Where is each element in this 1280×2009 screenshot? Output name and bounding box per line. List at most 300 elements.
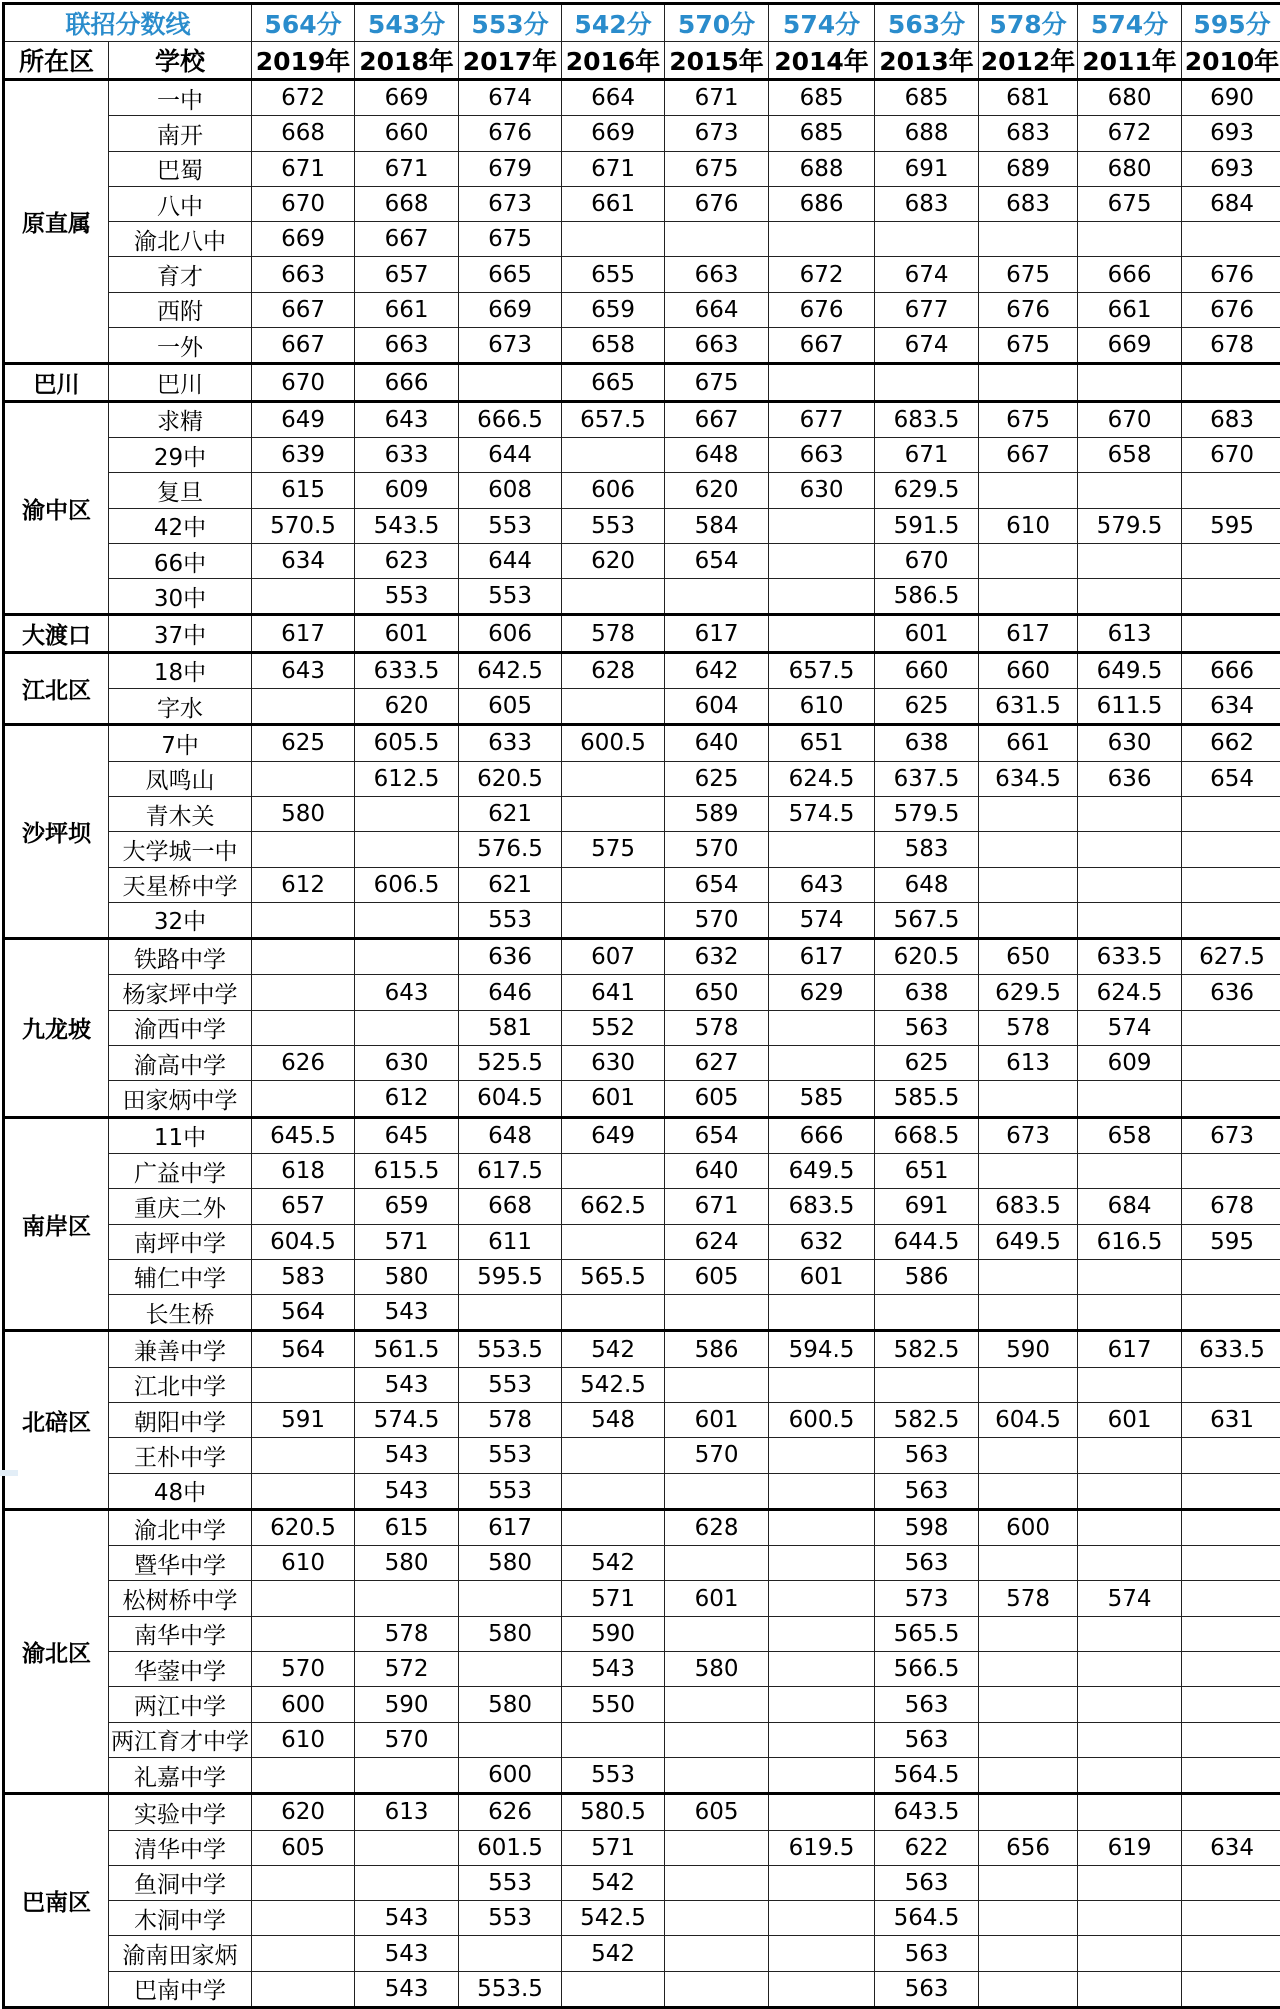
score-cell: 621 <box>459 867 562 902</box>
score-cell <box>769 1046 875 1081</box>
score-cell <box>1182 1010 1280 1045</box>
score-cell: 631.5 <box>979 689 1078 725</box>
cutoff-value: 574分 <box>1078 4 1182 42</box>
score-cell: 617 <box>1078 1331 1182 1367</box>
score-cell <box>665 1865 769 1900</box>
score-cell: 671 <box>562 151 665 186</box>
score-cell: 567.5 <box>875 902 979 938</box>
score-cell <box>979 1295 1078 1331</box>
school-cell: 巴川 <box>109 364 252 401</box>
score-cell <box>1182 1295 1280 1331</box>
score-cell: 664 <box>665 292 769 327</box>
score-cell: 668 <box>355 186 459 221</box>
score-cell: 612 <box>355 1081 459 1117</box>
score-cell: 651 <box>875 1153 979 1188</box>
score-cell <box>1182 222 1280 257</box>
score-cell: 667 <box>252 292 355 327</box>
score-cell: 553 <box>562 508 665 543</box>
score-cell: 673 <box>459 328 562 364</box>
score-cell: 595 <box>1182 1224 1280 1259</box>
score-cell: 644 <box>459 543 562 578</box>
score-cell: 671 <box>875 437 979 472</box>
score-cell: 654 <box>665 867 769 902</box>
score-cell: 548 <box>562 1402 665 1437</box>
school-cell: 7中 <box>109 725 252 761</box>
score-cell: 676 <box>459 116 562 151</box>
score-cell: 629.5 <box>979 975 1078 1010</box>
score-cell: 570.5 <box>252 508 355 543</box>
score-cell: 632 <box>769 1224 875 1259</box>
table-row <box>4 1010 1280 1045</box>
score-cell: 606 <box>562 473 665 508</box>
school-cell: 42中 <box>109 508 252 543</box>
score-cell: 605 <box>459 689 562 725</box>
score-cell: 625 <box>875 1046 979 1081</box>
school-cell: 杨家坪中学 <box>109 975 252 1010</box>
score-cell <box>1078 1367 1182 1402</box>
score-cell: 633.5 <box>1182 1331 1280 1367</box>
score-table <box>2 2 1280 2009</box>
score-cell: 580 <box>459 1616 562 1651</box>
score-cell: 630 <box>355 1046 459 1081</box>
score-cell: 674 <box>875 328 979 364</box>
score-cell: 584 <box>665 508 769 543</box>
score-cell: 612 <box>252 867 355 902</box>
score-cell: 631 <box>1182 1402 1280 1437</box>
score-cell: 620 <box>355 689 459 725</box>
score-cell: 580.5 <box>562 1794 665 1830</box>
district-cell: 九龙坡 <box>4 939 109 1117</box>
score-cell: 661 <box>979 725 1078 761</box>
score-cell <box>665 1616 769 1651</box>
score-cell: 680 <box>1078 151 1182 186</box>
school-cell: 清华中学 <box>109 1830 252 1865</box>
score-cell: 601 <box>1078 1402 1182 1437</box>
score-cell <box>1078 1865 1182 1900</box>
score-cell <box>562 689 665 725</box>
score-cell: 688 <box>875 116 979 151</box>
score-cell <box>1078 1652 1182 1687</box>
score-cell <box>355 1757 459 1793</box>
score-cell: 624.5 <box>1078 975 1182 1010</box>
score-cell <box>355 1865 459 1900</box>
score-cell: 563 <box>875 1936 979 1971</box>
score-cell <box>769 1438 875 1473</box>
score-cell <box>1182 1865 1280 1900</box>
score-cell <box>562 761 665 796</box>
score-cell: 661 <box>355 292 459 327</box>
score-cell: 553 <box>562 1757 665 1793</box>
score-cell: 574 <box>1078 1010 1182 1045</box>
table-row <box>4 1046 1280 1081</box>
score-cell: 553.5 <box>459 1331 562 1367</box>
score-cell: 600.5 <box>562 725 665 761</box>
score-cell: 580 <box>355 1259 459 1294</box>
score-cell <box>1078 1153 1182 1188</box>
score-cell: 693 <box>1182 151 1280 186</box>
score-cell: 667 <box>769 328 875 364</box>
score-cell <box>665 1367 769 1402</box>
score-cell: 633 <box>355 437 459 472</box>
score-cell <box>979 1865 1078 1900</box>
school-cell: 田家炳中学 <box>109 1081 252 1117</box>
school-cell: 礼嘉中学 <box>109 1757 252 1793</box>
score-cell: 620 <box>252 1794 355 1830</box>
score-cell <box>1182 796 1280 831</box>
score-cell: 617 <box>252 615 355 652</box>
score-cell <box>562 1971 665 2007</box>
table-row <box>4 1153 1280 1188</box>
score-cell: 620.5 <box>459 761 562 796</box>
score-cell <box>562 867 665 902</box>
score-cell: 617.5 <box>459 1153 562 1188</box>
score-cell: 676 <box>1182 292 1280 327</box>
cutoff-value: 543分 <box>355 4 459 42</box>
score-cell: 674 <box>459 80 562 116</box>
score-cell: 675 <box>665 364 769 401</box>
table-row <box>4 543 1280 578</box>
score-cell: 640 <box>665 1153 769 1188</box>
score-cell: 640 <box>665 725 769 761</box>
table-row <box>4 1581 1280 1616</box>
score-cell: 649 <box>562 1117 665 1153</box>
score-cell: 649 <box>252 401 355 437</box>
score-cell: 620.5 <box>875 939 979 975</box>
score-cell: 688 <box>769 151 875 186</box>
score-cell: 636 <box>459 939 562 975</box>
score-cell: 553 <box>459 902 562 938</box>
table-row <box>4 725 1280 761</box>
score-cell <box>1182 1046 1280 1081</box>
table-row <box>4 1901 1280 1936</box>
score-cell: 693 <box>1182 116 1280 151</box>
score-cell <box>769 1757 875 1793</box>
score-cell <box>665 579 769 615</box>
score-cell: 590 <box>355 1687 459 1722</box>
score-cell <box>562 579 665 615</box>
table-row <box>4 1224 1280 1259</box>
score-cell <box>875 1295 979 1331</box>
score-cell: 606 <box>459 615 562 652</box>
school-cell: 南开 <box>109 116 252 151</box>
table-row <box>4 1259 1280 1294</box>
score-cell: 590 <box>979 1331 1078 1367</box>
score-cell: 615 <box>355 1509 459 1545</box>
score-cell: 570 <box>252 1652 355 1687</box>
score-cell <box>562 1438 665 1473</box>
score-cell <box>1182 615 1280 652</box>
score-cell <box>1078 1936 1182 1971</box>
score-cell <box>252 579 355 615</box>
score-cell: 648 <box>459 1117 562 1153</box>
score-cell: 610 <box>252 1722 355 1757</box>
school-cell: 鱼洞中学 <box>109 1865 252 1900</box>
school-cell: 松树桥中学 <box>109 1581 252 1616</box>
score-cell <box>252 1010 355 1045</box>
score-cell: 685 <box>875 80 979 116</box>
score-cell <box>1078 902 1182 938</box>
score-cell: 667 <box>355 222 459 257</box>
score-cell: 634.5 <box>979 761 1078 796</box>
score-cell: 634 <box>252 543 355 578</box>
score-cell: 671 <box>665 80 769 116</box>
cutoff-row <box>4 4 1280 42</box>
watermark-fragment <box>0 1470 18 1476</box>
score-cell: 636 <box>1182 975 1280 1010</box>
score-cell: 628 <box>562 652 665 688</box>
table-row <box>4 186 1280 221</box>
score-cell: 543 <box>355 1295 459 1331</box>
score-cell: 564.5 <box>875 1901 979 1936</box>
score-cell: 580 <box>459 1546 562 1581</box>
cutoff-value: 563分 <box>875 4 979 42</box>
score-cell <box>979 1259 1078 1294</box>
score-cell <box>769 1616 875 1651</box>
score-cell: 683.5 <box>979 1189 1078 1224</box>
score-cell: 578 <box>562 615 665 652</box>
score-cell: 629 <box>769 975 875 1010</box>
score-cell: 641 <box>562 975 665 1010</box>
table-row <box>4 80 1280 116</box>
score-cell <box>252 1081 355 1117</box>
score-cell <box>252 1581 355 1616</box>
score-cell: 542 <box>562 1331 665 1367</box>
score-cell: 654 <box>665 543 769 578</box>
school-cell: 朝阳中学 <box>109 1402 252 1437</box>
district-cell: 渝北区 <box>4 1509 109 1793</box>
score-cell: 563 <box>875 1438 979 1473</box>
score-cell: 627 <box>665 1046 769 1081</box>
score-cell: 576.5 <box>459 832 562 867</box>
score-cell: 589 <box>665 796 769 831</box>
score-cell: 612.5 <box>355 761 459 796</box>
score-cell: 617 <box>665 615 769 652</box>
score-cell: 609 <box>1078 1046 1182 1081</box>
score-cell: 605 <box>252 1830 355 1865</box>
score-cell: 580 <box>252 796 355 831</box>
score-cell: 578 <box>459 1402 562 1437</box>
score-cell <box>979 1081 1078 1117</box>
score-cell <box>459 1295 562 1331</box>
score-cell <box>252 761 355 796</box>
score-cell: 625 <box>665 761 769 796</box>
score-cell: 661 <box>562 186 665 221</box>
score-cell <box>1182 1438 1280 1473</box>
score-cell <box>769 1581 875 1616</box>
score-cell <box>252 1936 355 1971</box>
score-cell: 571 <box>562 1830 665 1865</box>
score-cell <box>1078 1687 1182 1722</box>
district-cell: 原直属 <box>4 80 109 364</box>
score-cell <box>979 1687 1078 1722</box>
score-cell: 660 <box>979 652 1078 688</box>
score-cell: 662.5 <box>562 1189 665 1224</box>
score-cell: 676 <box>1182 257 1280 292</box>
score-cell <box>355 902 459 938</box>
score-cell: 644 <box>459 437 562 472</box>
score-cell: 648 <box>875 867 979 902</box>
score-cell <box>252 902 355 938</box>
table-row <box>4 401 1280 437</box>
score-cell: 561.5 <box>355 1331 459 1367</box>
score-cell: 624.5 <box>769 761 875 796</box>
school-cell: 求精 <box>109 401 252 437</box>
score-cell <box>665 1473 769 1509</box>
score-cell <box>665 222 769 257</box>
school-cell: 一中 <box>109 80 252 116</box>
score-cell: 542 <box>562 1865 665 1900</box>
score-cell: 657 <box>355 257 459 292</box>
score-cell: 586 <box>665 1331 769 1367</box>
score-cell: 676 <box>979 292 1078 327</box>
school-cell: 凤鸣山 <box>109 761 252 796</box>
score-cell: 553 <box>459 1367 562 1402</box>
school-cell: 木洞中学 <box>109 1901 252 1936</box>
table-row <box>4 615 1280 652</box>
school-cell: 广益中学 <box>109 1153 252 1188</box>
cutoff-value: 570分 <box>665 4 769 42</box>
school-cell: 48中 <box>109 1473 252 1509</box>
table-row <box>4 1652 1280 1687</box>
table-row <box>4 1722 1280 1757</box>
score-cell: 604.5 <box>979 1402 1078 1437</box>
cutoff-value: 578分 <box>979 4 1078 42</box>
score-cell <box>769 1794 875 1830</box>
score-cell: 625 <box>252 725 355 761</box>
score-cell: 574.5 <box>355 1402 459 1437</box>
score-cell <box>979 1722 1078 1757</box>
score-cell: 601 <box>665 1581 769 1616</box>
score-cell: 660 <box>875 652 979 688</box>
score-cell: 615 <box>252 473 355 508</box>
score-cell: 663 <box>252 257 355 292</box>
score-cell: 624 <box>665 1224 769 1259</box>
score-cell: 683.5 <box>769 1189 875 1224</box>
score-cell: 691 <box>875 1189 979 1224</box>
school-cell: 渝南田家炳 <box>109 1936 252 1971</box>
score-cell: 675 <box>459 222 562 257</box>
score-cell: 575 <box>562 832 665 867</box>
school-cell: 一外 <box>109 328 252 364</box>
score-cell <box>1078 579 1182 615</box>
score-cell: 578 <box>665 1010 769 1045</box>
score-cell <box>1182 1546 1280 1581</box>
score-cell: 683.5 <box>875 401 979 437</box>
score-cell <box>769 1652 875 1687</box>
score-cell: 683 <box>979 186 1078 221</box>
score-cell <box>769 1295 875 1331</box>
score-cell: 643 <box>252 652 355 688</box>
school-cell: 巴南中学 <box>109 1971 252 2007</box>
score-cell: 629.5 <box>875 473 979 508</box>
school-cell: 两江育才中学 <box>109 1722 252 1757</box>
score-cell: 684 <box>1182 186 1280 221</box>
score-cell: 585 <box>769 1081 875 1117</box>
table-row <box>4 473 1280 508</box>
score-cell: 580 <box>355 1546 459 1581</box>
score-cell: 586.5 <box>875 579 979 615</box>
score-cell <box>769 508 875 543</box>
score-cell: 572 <box>355 1652 459 1687</box>
score-cell: 690 <box>1182 80 1280 116</box>
score-cell: 678 <box>1182 328 1280 364</box>
score-cell: 600 <box>459 1757 562 1793</box>
score-cell <box>769 543 875 578</box>
score-cell: 666 <box>769 1117 875 1153</box>
score-cell <box>769 615 875 652</box>
score-cell <box>979 1901 1078 1936</box>
score-cell: 675 <box>979 401 1078 437</box>
score-cell: 566.5 <box>875 1652 979 1687</box>
school-cell: 字水 <box>109 689 252 725</box>
score-cell: 564 <box>252 1295 355 1331</box>
score-cell: 605 <box>665 1794 769 1830</box>
score-cell: 553 <box>459 1473 562 1509</box>
table-row <box>4 796 1280 831</box>
score-cell: 553 <box>459 1901 562 1936</box>
school-cell: 青木关 <box>109 796 252 831</box>
score-cell: 677 <box>769 401 875 437</box>
score-cell: 552 <box>562 1010 665 1045</box>
table-row <box>4 1757 1280 1793</box>
score-cell <box>1078 1757 1182 1793</box>
school-cell: 辅仁中学 <box>109 1259 252 1294</box>
table-row <box>4 508 1280 543</box>
score-cell <box>1078 1438 1182 1473</box>
score-cell: 579.5 <box>875 796 979 831</box>
score-cell <box>769 1509 875 1545</box>
score-cell: 542 <box>562 1936 665 1971</box>
score-cell: 633 <box>459 725 562 761</box>
score-cell: 553 <box>459 579 562 615</box>
table-row <box>4 1189 1280 1224</box>
score-cell: 543 <box>562 1652 665 1687</box>
score-cell: 605.5 <box>355 725 459 761</box>
school-cell: 32中 <box>109 902 252 938</box>
score-cell <box>252 1616 355 1651</box>
score-cell: 636 <box>1078 761 1182 796</box>
score-cell <box>1182 1901 1280 1936</box>
score-cell <box>355 832 459 867</box>
score-cell: 634 <box>1182 1830 1280 1865</box>
score-cell: 639 <box>252 437 355 472</box>
score-cell: 667 <box>665 401 769 437</box>
score-cell: 657.5 <box>769 652 875 688</box>
cutoff-value: 574分 <box>769 4 875 42</box>
score-cell: 685 <box>769 80 875 116</box>
score-cell <box>1078 1546 1182 1581</box>
table-row <box>4 1794 1280 1830</box>
score-cell: 667 <box>979 437 1078 472</box>
table-row <box>4 1936 1280 1971</box>
score-cell <box>979 543 1078 578</box>
score-cell: 672 <box>1078 116 1182 151</box>
district-column-header: 所在区 <box>4 42 109 80</box>
score-cell <box>665 1901 769 1936</box>
district-cell: 北碚区 <box>4 1331 109 1509</box>
score-cell <box>1078 1901 1182 1936</box>
score-cell: 590 <box>562 1616 665 1651</box>
score-cell <box>769 1546 875 1581</box>
district-cell: 沙坪坝 <box>4 725 109 939</box>
score-cell <box>1182 579 1280 615</box>
score-cell: 543 <box>355 1473 459 1509</box>
year-column-header: 2015年 <box>665 42 769 80</box>
score-cell <box>355 796 459 831</box>
score-cell <box>252 1901 355 1936</box>
score-cell <box>459 1722 562 1757</box>
school-cell: 长生桥 <box>109 1295 252 1331</box>
